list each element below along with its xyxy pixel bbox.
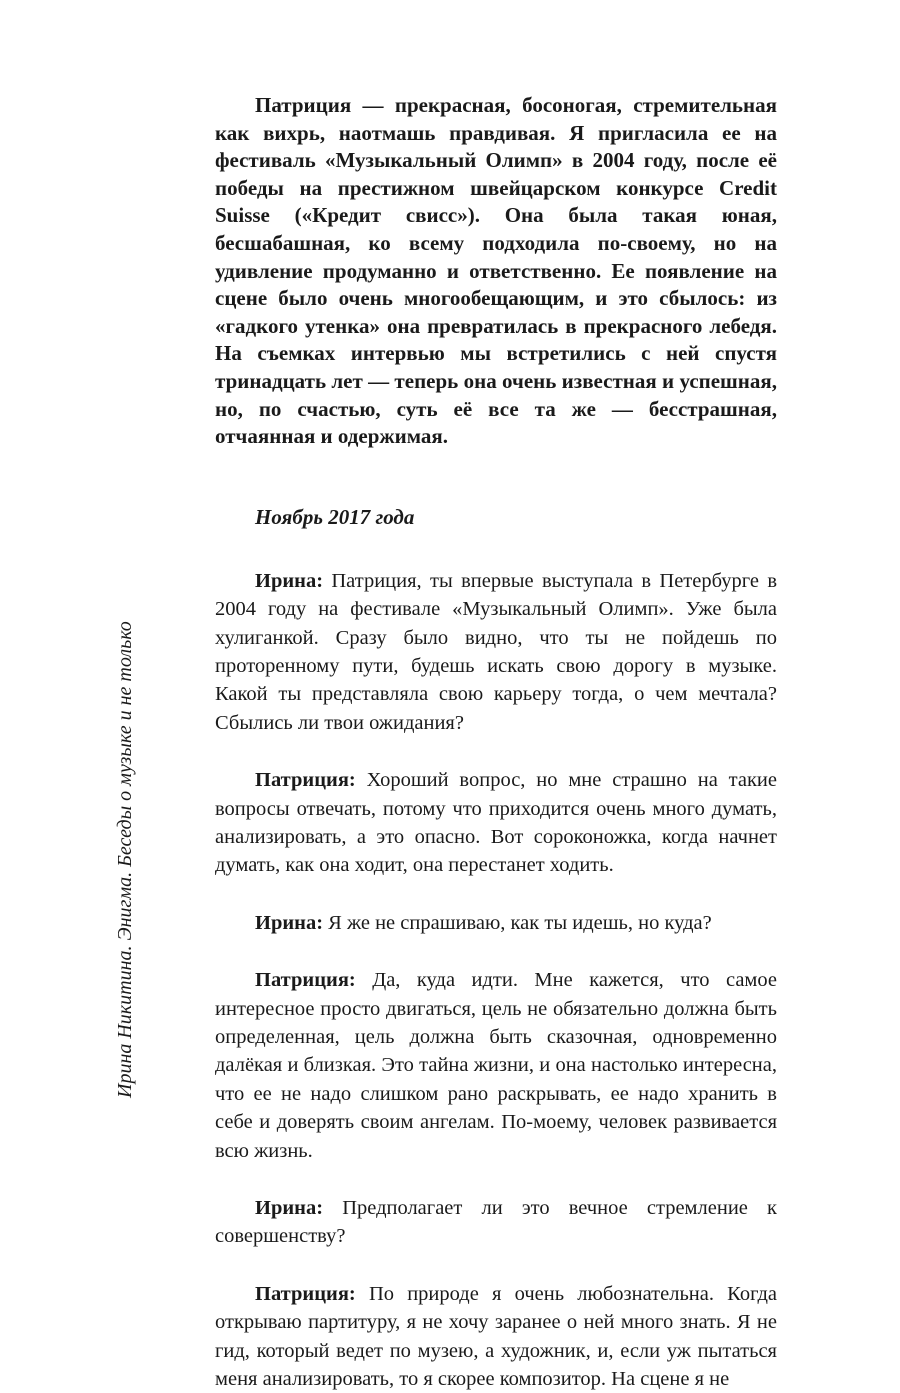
dialogue-entry — [215, 567, 777, 737]
dialogue-text: Да, куда идти. Мне кажется, что самое интересное просто двигаться, цель не обязательно должна быть определенная, цель должна быть сказочная, одновременно далёкая и близкая. Это тайна жизни, и она настолько интересна, что ее не надо слишком рано раскрывать, ее надо хранить в себе и доверять своим ангелам. По-моему, человек развивается всю жизнь. — [215, 969, 777, 1162]
speaker-label: Патриция: — [255, 969, 356, 992]
dialogue-text: Патриция, ты впервые выступала в Петербурге в 2004 году на фестивале «Музыкальный Олимп». Уже была хулиганкой. Сразу было видно, что ты не пойдешь по проторенному пути, будешь искать свою дорогу в музыке. Какой ты представляла свою карьеру тогда, о чем мечтала? Сбылись ли твои ожидания? — [215, 569, 777, 734]
dialogue-text: По природе я очень любознательна. Когда открываю партитуру, я не хочу заранее о ней много знать. Я не гид, который ведет по музею, а художник, и, если уж пытаться меня анализировать, то я скорее композитор. На сцене я не — [215, 1282, 777, 1391]
speaker-label: Ирина: — [255, 1197, 324, 1220]
dialogue-entry — [215, 1194, 777, 1251]
dialogue-entry — [215, 766, 777, 880]
dialogue-text: Хороший вопрос, но мне страшно на такие вопросы отвечать, потому что приходится очень много думать, анализировать, а это опасно. Вот сороконожка, когда начнет думать, как она ходит, она перестанет ходить. — [215, 769, 777, 877]
speaker-label: Ирина: — [255, 911, 324, 934]
page-body — [215, 92, 777, 1391]
dialogue-entry — [215, 909, 777, 937]
dialogue-entry — [215, 966, 777, 1165]
running-head: Ирина Никитина. Энигма. Беседы о музыке и не только — [114, 621, 136, 1098]
interview-date: Ноябрь 2017 года — [255, 504, 415, 529]
speaker-label: Патриция: — [255, 1282, 356, 1305]
dialogue-entry — [215, 1280, 777, 1393]
dialogue-text: Я же не спрашиваю, как ты идешь, но куда? — [323, 911, 712, 934]
dialogue-text: Предполагает ли это вечное стремление к совершенству? — [215, 1197, 777, 1248]
speaker-label: Патриция: — [255, 769, 356, 792]
speaker-label: Ирина: — [255, 569, 324, 592]
intro-paragraph: Патриция — прекрасная, босоногая, стремительная как вихрь, наотмашь правдивая. Я пригласила ее на фестиваль «Музыкальный Олимп» в 2004 году, после её победы на престижном швейцарском конкурсе Credit Suisse («Кредит свисс»). Она была такая юная, бесшабашная, ко всему подходила по-своему, но на удивление продуманно и ответственно. Ее появление на сцене было очень многообещающим, и это сбылось: из «гадкого утенка» она превратилась в прекрасного лебедя. На съемках интервью мы встретились с ней спустя тринадцать лет — теперь она очень известная и успешная, но, по счастью, суть её все та же — бесстрашная, отчаянная и одержимая. — [215, 93, 777, 449]
